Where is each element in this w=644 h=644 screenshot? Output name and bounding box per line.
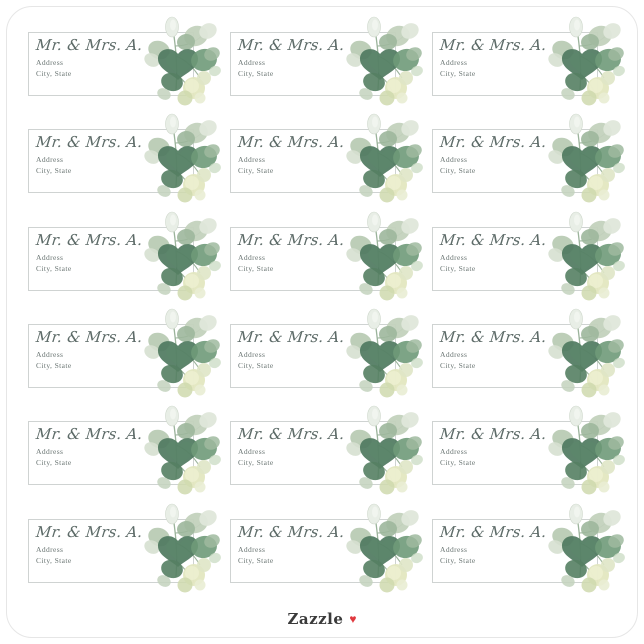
footer	[0, 610, 644, 628]
address-label[interactable]	[22, 405, 218, 500]
eucalyptus-greenery-icon	[546, 503, 628, 599]
address-label[interactable]	[426, 405, 622, 500]
recipient-name: Mr. & Mrs. A.	[439, 522, 548, 541]
label-text-block	[440, 38, 558, 79]
heart-icon: ♥	[349, 611, 357, 626]
city-state-line: City, State	[238, 263, 274, 273]
address-label[interactable]	[224, 211, 420, 306]
label-text-block	[237, 522, 356, 566]
address-label[interactable]	[22, 503, 218, 598]
eucalyptus-greenery-icon	[344, 16, 426, 112]
city-state-line: City, State	[440, 458, 476, 468]
label-text-block	[439, 230, 558, 274]
recipient-name: Mr. & Mrs. A.	[439, 133, 548, 152]
address-label[interactable]	[224, 405, 420, 500]
eucalyptus-greenery-icon	[142, 308, 224, 404]
eucalyptus-greenery-icon	[546, 308, 628, 404]
address-line: Address	[36, 252, 64, 262]
recipient-name: Mr. & Mrs. A.	[35, 230, 144, 249]
address-label[interactable]	[426, 16, 622, 111]
city-state-line: City, State	[36, 555, 72, 565]
label-text-block	[440, 330, 558, 371]
eucalyptus-greenery-icon	[142, 405, 224, 501]
address-line: Address	[440, 544, 468, 554]
eucalyptus-greenery-icon	[546, 405, 628, 501]
recipient-name: Mr. & Mrs. A.	[237, 522, 346, 541]
address-label[interactable]	[224, 16, 420, 111]
recipient-name: Mr. & Mrs. A.	[237, 36, 346, 54]
label-grid	[22, 16, 622, 598]
label-text-block	[439, 522, 558, 566]
label-text-block	[35, 230, 154, 274]
address-label[interactable]	[22, 113, 218, 208]
address-line: Address	[238, 447, 266, 457]
label-text-block	[36, 330, 154, 371]
label-text-block	[440, 427, 558, 468]
city-state-line: City, State	[238, 555, 274, 565]
address-line: Address	[36, 447, 64, 457]
eucalyptus-greenery-icon	[344, 113, 426, 209]
city-state-line: City, State	[440, 69, 476, 78]
address-label[interactable]	[224, 503, 420, 598]
address-line: Address	[238, 350, 266, 359]
label-text-block	[237, 230, 356, 274]
city-state-line: City, State	[440, 263, 476, 273]
address-label[interactable]	[22, 308, 218, 403]
address-label[interactable]	[426, 211, 622, 306]
eucalyptus-greenery-icon	[344, 503, 426, 599]
city-state-line: City, State	[238, 69, 274, 78]
city-state-line: City, State	[440, 555, 476, 565]
eucalyptus-greenery-icon	[344, 308, 426, 404]
label-text-block	[440, 135, 558, 176]
label-text-block	[238, 427, 356, 468]
recipient-name: Mr. & Mrs. A.	[439, 328, 548, 346]
city-state-line: City, State	[36, 361, 72, 370]
eucalyptus-greenery-icon	[546, 113, 628, 209]
address-line: Address	[440, 58, 468, 67]
label-text-block	[35, 522, 154, 566]
recipient-name: Mr. & Mrs. A.	[237, 328, 346, 346]
eucalyptus-greenery-icon	[344, 211, 426, 307]
recipient-name: Mr. & Mrs. A.	[35, 328, 144, 346]
address-line: Address	[238, 252, 266, 262]
address-line: Address	[36, 544, 64, 554]
eucalyptus-greenery-icon	[142, 211, 224, 307]
address-line: Address	[36, 350, 64, 359]
address-line: Address	[440, 350, 468, 359]
recipient-name: Mr. & Mrs. A.	[237, 133, 346, 152]
label-text-block	[238, 135, 356, 176]
recipient-name: Mr. & Mrs. A.	[439, 230, 548, 249]
city-state-line: City, State	[440, 166, 476, 176]
zazzle-brand-text: Zazzle	[287, 610, 344, 628]
label-text-block	[238, 38, 356, 79]
address-line: Address	[238, 58, 266, 67]
eucalyptus-greenery-icon	[546, 211, 628, 307]
city-state-line: City, State	[238, 166, 274, 176]
eucalyptus-greenery-icon	[142, 113, 224, 209]
label-text-block	[36, 38, 154, 79]
recipient-name: Mr. & Mrs. A.	[439, 425, 548, 444]
label-text-block	[36, 135, 154, 176]
city-state-line: City, State	[36, 69, 72, 78]
address-label[interactable]	[426, 308, 622, 403]
recipient-name: Mr. & Mrs. A.	[35, 425, 144, 444]
city-state-line: City, State	[36, 263, 72, 273]
address-line: Address	[440, 155, 468, 165]
city-state-line: City, State	[238, 458, 274, 468]
address-label[interactable]	[22, 211, 218, 306]
recipient-name: Mr. & Mrs. A.	[35, 36, 144, 54]
label-text-block	[238, 330, 356, 371]
address-label[interactable]	[224, 113, 420, 208]
city-state-line: City, State	[238, 361, 274, 370]
address-line: Address	[36, 58, 64, 67]
recipient-name: Mr. & Mrs. A.	[439, 36, 548, 54]
recipient-name: Mr. & Mrs. A.	[237, 425, 346, 444]
address-label[interactable]	[224, 308, 420, 403]
label-text-block	[36, 427, 154, 468]
city-state-line: City, State	[36, 166, 72, 176]
address-line: Address	[238, 544, 266, 554]
city-state-line: City, State	[36, 458, 72, 468]
address-line: Address	[440, 447, 468, 457]
address-line: Address	[440, 252, 468, 262]
address-label[interactable]	[426, 113, 622, 208]
eucalyptus-greenery-icon	[546, 16, 628, 112]
eucalyptus-greenery-icon	[344, 405, 426, 501]
recipient-name: Mr. & Mrs. A.	[35, 133, 144, 152]
address-line: Address	[238, 155, 266, 165]
eucalyptus-greenery-icon	[142, 16, 224, 112]
recipient-name: Mr. & Mrs. A.	[237, 230, 346, 249]
address-label[interactable]	[426, 503, 622, 598]
address-label[interactable]	[22, 16, 218, 111]
city-state-line: City, State	[440, 361, 476, 370]
eucalyptus-greenery-icon	[142, 503, 224, 599]
recipient-name: Mr. & Mrs. A.	[35, 522, 144, 541]
address-line: Address	[36, 155, 64, 165]
